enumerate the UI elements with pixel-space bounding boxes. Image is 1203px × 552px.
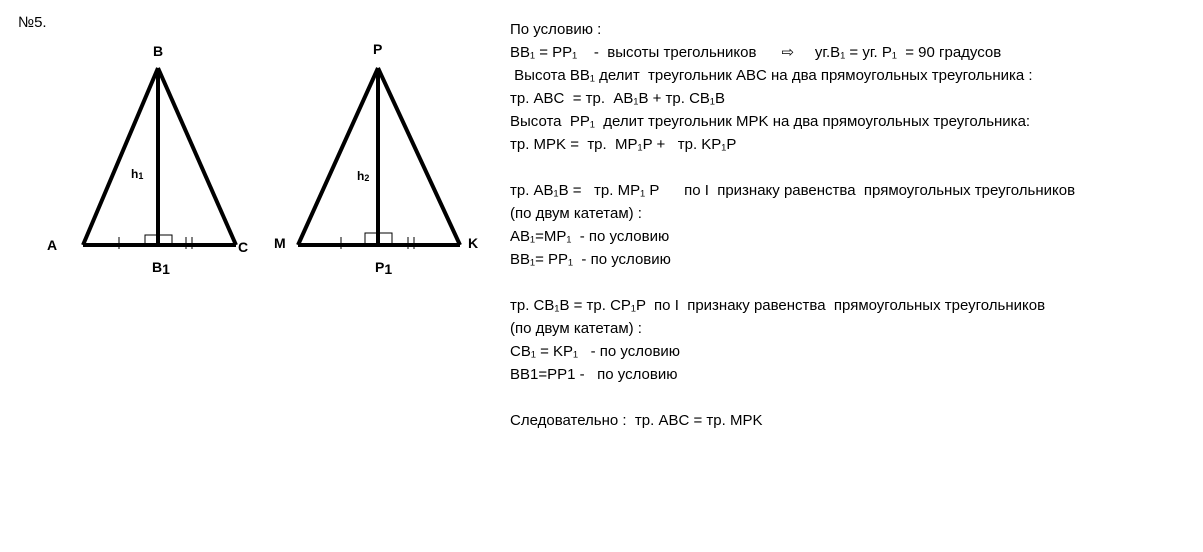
side-mp xyxy=(298,68,378,245)
label-p1-main: P xyxy=(375,259,385,275)
solution-line xyxy=(510,386,1190,409)
solution-line: тр. CB₁B = тр. CP₁P по I признаку равенства прямоугольных треугольников xyxy=(510,297,1046,314)
side-ab xyxy=(83,68,158,245)
side-pk xyxy=(378,68,460,245)
label-p: P xyxy=(373,41,383,57)
side-bc xyxy=(158,68,236,245)
solution-line: BB₁= PP₁ - по условию xyxy=(510,251,671,268)
solution-text xyxy=(510,18,1190,432)
solution-line: BB₁ = PP₁ - высоты трегольников ⇨ уг.B₁ = уг. P₁ = 90 градусов xyxy=(510,44,1002,61)
solution-line: По условию : xyxy=(510,21,602,38)
label-c: C xyxy=(238,239,249,255)
label-h1-sub: 1 xyxy=(138,171,144,181)
label-b1-sub: 1 xyxy=(162,261,170,277)
label-p1 xyxy=(375,259,392,277)
geometry-figure xyxy=(0,0,500,300)
label-h1 xyxy=(131,167,143,181)
label-h2 xyxy=(357,169,369,183)
triangle-abc xyxy=(83,68,236,249)
solution-line xyxy=(510,156,1190,179)
label-h2-main: h xyxy=(357,169,365,183)
label-a: A xyxy=(47,237,58,253)
triangle-mpk xyxy=(298,68,460,249)
solution-line: AB₁=MP₁ - по условию xyxy=(510,228,670,245)
solution-line: (по двум катетам) : xyxy=(510,205,642,222)
label-b1-main: B xyxy=(152,259,163,275)
solution-line xyxy=(510,271,1190,294)
label-m: M xyxy=(274,235,286,251)
label-k: K xyxy=(468,235,479,251)
solution-line: тр. ABC = тр. AB₁B + тр. CB₁B xyxy=(510,90,725,107)
solution-line: тр. MPK = тр. MP₁P + тр. KP₁P xyxy=(510,136,737,153)
solution-line: (по двум катетам) : xyxy=(510,320,642,337)
label-b: B xyxy=(153,43,164,59)
solution-line: Высота PP₁ делит треугольник MPK на два прямоугольных треугольника: xyxy=(510,113,1031,130)
label-p1-sub: 1 xyxy=(384,261,393,277)
solution-line: BB1=PP1 - по условию xyxy=(510,366,678,383)
solution-line: Высота BB₁ делит треугольник ABC на два прямоугольных треугольника : xyxy=(510,67,1033,84)
problem-number: №5. xyxy=(18,14,47,31)
label-h1-main: h xyxy=(131,167,139,181)
solution-line: Следовательно : тр. ABC = тр. MPK xyxy=(510,412,763,429)
label-b1 xyxy=(152,259,170,277)
solution-line: тр. AB₁B = тр. MP₁ P по I признаку равенства прямоугольных треугольников xyxy=(510,182,1076,199)
solution-line: CB₁ = KP₁ - по условию xyxy=(510,343,681,360)
label-h2-sub: 2 xyxy=(364,173,370,183)
